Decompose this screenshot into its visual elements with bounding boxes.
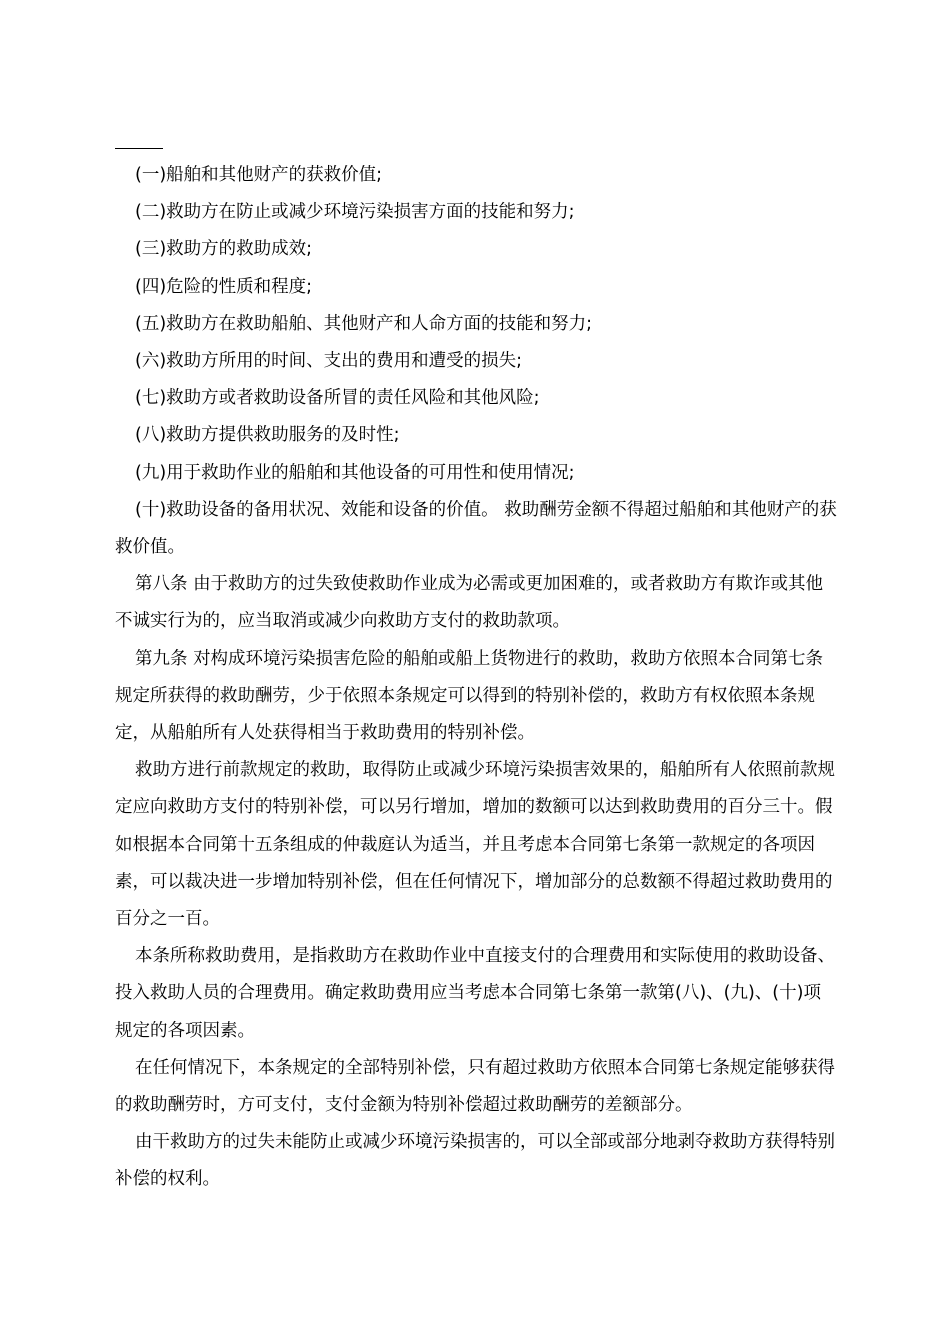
list-item: (四)危险的性质和程度; (135, 276, 313, 297)
list-item: (八)救助方提供救助服务的及时性; (135, 425, 400, 446)
list-item: (七)救助方或者救助设备所冒的责任风险和其他风险; (135, 388, 540, 409)
article-8-paragraph: 第八条 由于救助方的过失致使救助作业成为必需或更加困难的，或者救助方有欺诈或其他不诚实行为的，应当取消或减少向救助方支付的救助款项。 (115, 574, 824, 632)
article-9-paragraph-5: 由干救助方的过失未能防止或减少环境污染损害的，可以全部或部分地剥夺救助方获得特别补偿的权利。 (115, 1132, 835, 1190)
top-rule-divider (115, 148, 163, 149)
article-9-paragraph: 第九条 对构成环境污染损害危险的船舶或船上货物进行的救助，救助方依照本合同第七条规定所获得的救助酬劳，少于依照本条规定可以得到的特别补偿的，救助方有权依照本条规定，从船舶所有人处获得相当于救助费用的特别补偿。 (115, 648, 824, 744)
article-9-paragraph-2: 救助方进行前款规定的救助，取得防止或减少环境污染损害效果的，船舶所有人依照前款规定应向救助方支付的特别补偿，可以另行增加，增加的数额可以达到救助费用的百分三十。假如根据本合同第十五条组成的仲裁庭认为适当，并且考虑本合同第七条第一款规定的各项因素，可以裁决进一步增加特别补偿，但在任何情况下，增加部分的总数额不得超过救助费用的百分之一百。 (115, 760, 835, 930)
article-9-paragraph-4: 在任何情况下，本条规定的全部特别补偿，只有超过救助方依照本合同第七条规定能够获得的救助酬劳时，方可支付，支付金额为特别补偿超过救助酬劳的差额部分。 (115, 1057, 835, 1116)
list-item: (九)用于救助作业的船舶和其他设备的可用性和使用情况; (135, 462, 575, 483)
article-9-paragraph-3: 本条所称救助费用，是指救助方在救助作业中直接支付的合理费用和实际使用的救助设备、投入救助人员的合理费用。确定救助费用应当考虑本合同第七条第一款第(八)、(九)、(十)项规定的各项因素。 (115, 946, 835, 1041)
document-body (115, 157, 837, 1199)
list-item: (六)救助方所用的时间、支出的费用和遭受的损失; (135, 351, 523, 372)
list-item: (二)救助方在防止或减少环境污染损害方面的技能和努力; (135, 202, 575, 223)
list-item: (五)救助方在救助船舶、其他财产和人命方面的技能和努力; (135, 313, 593, 334)
list-item-ten: (十)救助设备的备用状况、效能和设备的价值。 救助酬劳金额不得超过船舶和其他财产的获救价值。 (115, 499, 837, 558)
list-item: (一)船舶和其他财产的获救价值; (135, 165, 383, 185)
list-item: (三)救助方的救助成效; (135, 239, 313, 260)
